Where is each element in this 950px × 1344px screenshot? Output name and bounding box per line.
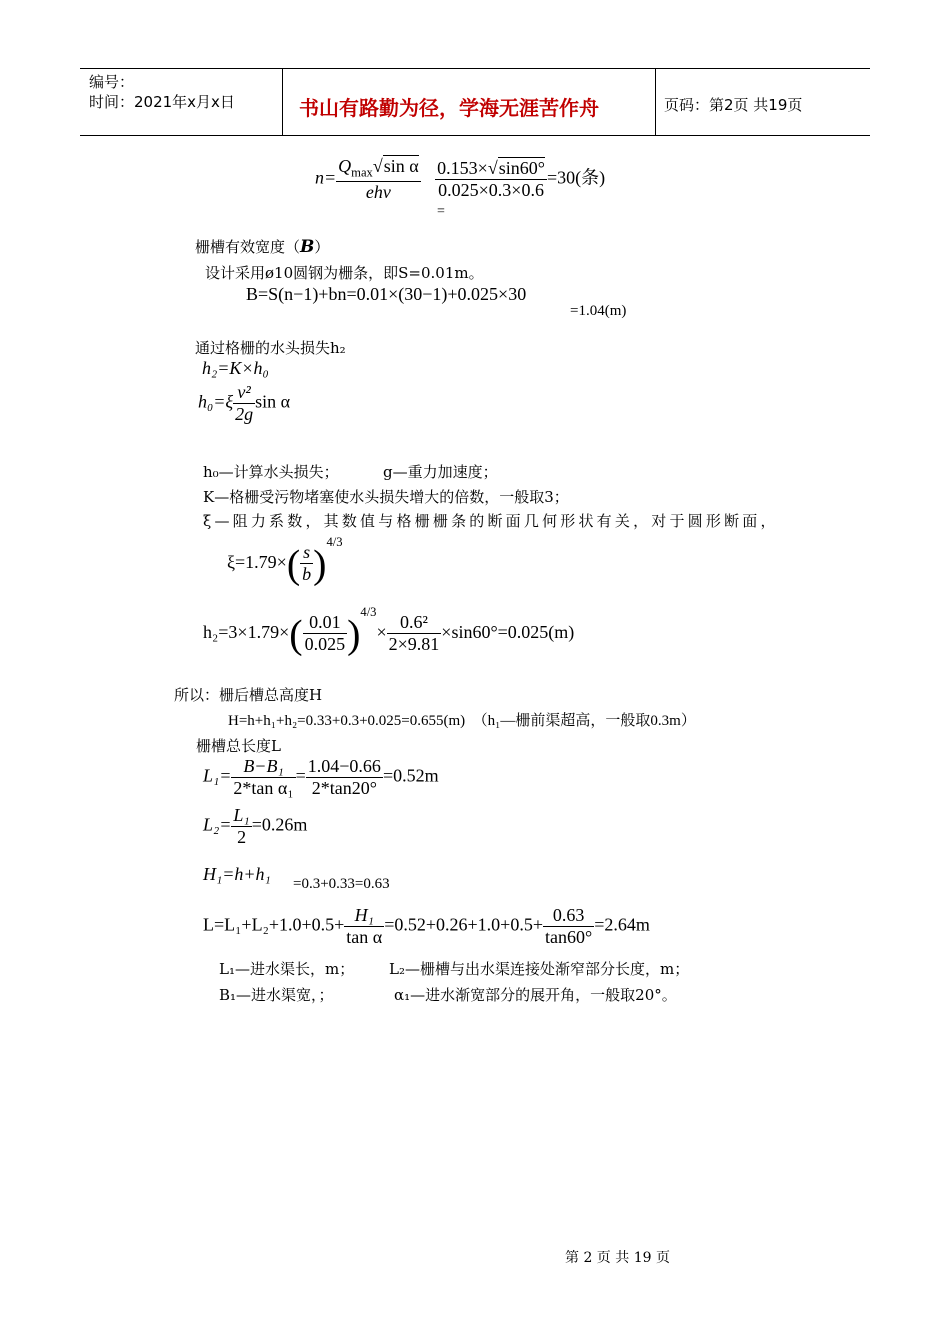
xi-formula: ξ=1.79×( $\frac{s}{b}$ )$^{4/3}$ [227,535,343,587]
footer-page-number: 第 2 页 共 19 页 [565,1250,670,1266]
header-divider-1 [282,68,283,135]
length-heading: 栅槽总长度L [196,737,281,755]
width-design-text: 设计采用ø10圆钢为栅条，即S=0.01m。 [205,264,484,282]
def-h0: h₀—计算水头损失； [203,463,339,481]
header-number: 编号： [89,73,135,91]
h1-formula: H₁=h+h₁ [203,864,271,884]
formula-n-numerator: $Q_{max}√\sin$ α [338,156,419,180]
def-xi: ξ—阻力系数，其数值与格栅栅条的断面几何形状有关，对于圆形断面， [203,512,779,530]
width-formula: B=S(n−1)+bn=0.01×(30−1)+0.025×30 [246,284,527,304]
header-bottom-border [80,135,870,136]
headloss-heading: 通过格栅的水头损失h₂ [195,339,346,357]
def-l1: L₁—进水渠长，m； [219,960,355,978]
formula-n-rhs-numerator: 0.153×√sin60° [437,157,545,178]
height-formula: H=h+h₁+h₂=0.33+0.3+0.025=0.655(m) （h₁—栅前渠超高，一般取0.3m） [228,713,696,729]
headloss-h0-formula: h₀=ξ $\frac{\text{v²}}{2g}$ sin α [198,382,291,424]
def-a1: α₁—进水渐宽部分的展开角，一般取20°。 [394,986,677,1004]
width-heading: 栅槽有效宽度（B） [195,237,330,257]
formula-n: n= $\frac{Q_{max}√\sin \alpha}{\text{ehv}}$ $\frac{0.153\times√\sin 60^\circ}{0.025\times 0.3\times 0.6}$ =30(条) [315,156,606,202]
def-b1: B₁—进水渠宽，； [219,986,334,1004]
header-motto: 书山有路勤为径，学海无涯苦作舟 [299,96,599,120]
formula-n-rhs-denominator: 0.025×0.3×0.6 [438,179,544,200]
def-g: g—重力加速度； [383,463,498,481]
formula-n-denominator: ehv [365,181,391,202]
formula-n-under-eq: = [437,204,445,219]
h2-formula: h₂=3×1.79×( $\frac{0.01}{0.025}$ )$^{4/3}$× $\frac{\text{0.6²}}{2\times 9.81}$ ×sin60°=0.025(m) [203,605,575,657]
header-time: 时间：2021年x月x日 [89,93,235,111]
def-k: K—格栅受污物堵塞使水头损失增大的倍数，一般取3； [203,488,569,506]
width-result: =1.04(m) [570,303,627,319]
def-l2: L₂—栅槽与出水渠连接处渐窄部分长度，m； [389,960,690,978]
header-page: 页码：第2页 共19页 [664,96,803,114]
formula-n-result: =30(条) [546,167,606,188]
height-heading: 所以：栅后槽总高度H [174,686,323,704]
header-top-border [80,68,870,69]
l-formula: L=L₁+L₂+1.0+0.5+ $\frac{\text{H₁}}{\text{tan α}}$ =0.52+0.26+1.0+0.5+ $\frac{0.63}{\tan 60^\circ}$ =2.64m [203,905,650,947]
headloss-h2-formula: h₂=K×h₀ [202,358,269,378]
l1-formula: L₁= $\frac{\text{B−B₁}}{\text{2*tan α₁}}$ = $\frac{1.04-0.66}{2*\tan 20^\circ}$ =0.52m [203,756,439,798]
l2-formula: L₂= $\frac{\text{L₁}}{2}$ =0.26m [203,805,308,847]
h1-result: =0.3+0.33=0.63 [293,876,390,892]
header-divider-2 [655,68,656,135]
